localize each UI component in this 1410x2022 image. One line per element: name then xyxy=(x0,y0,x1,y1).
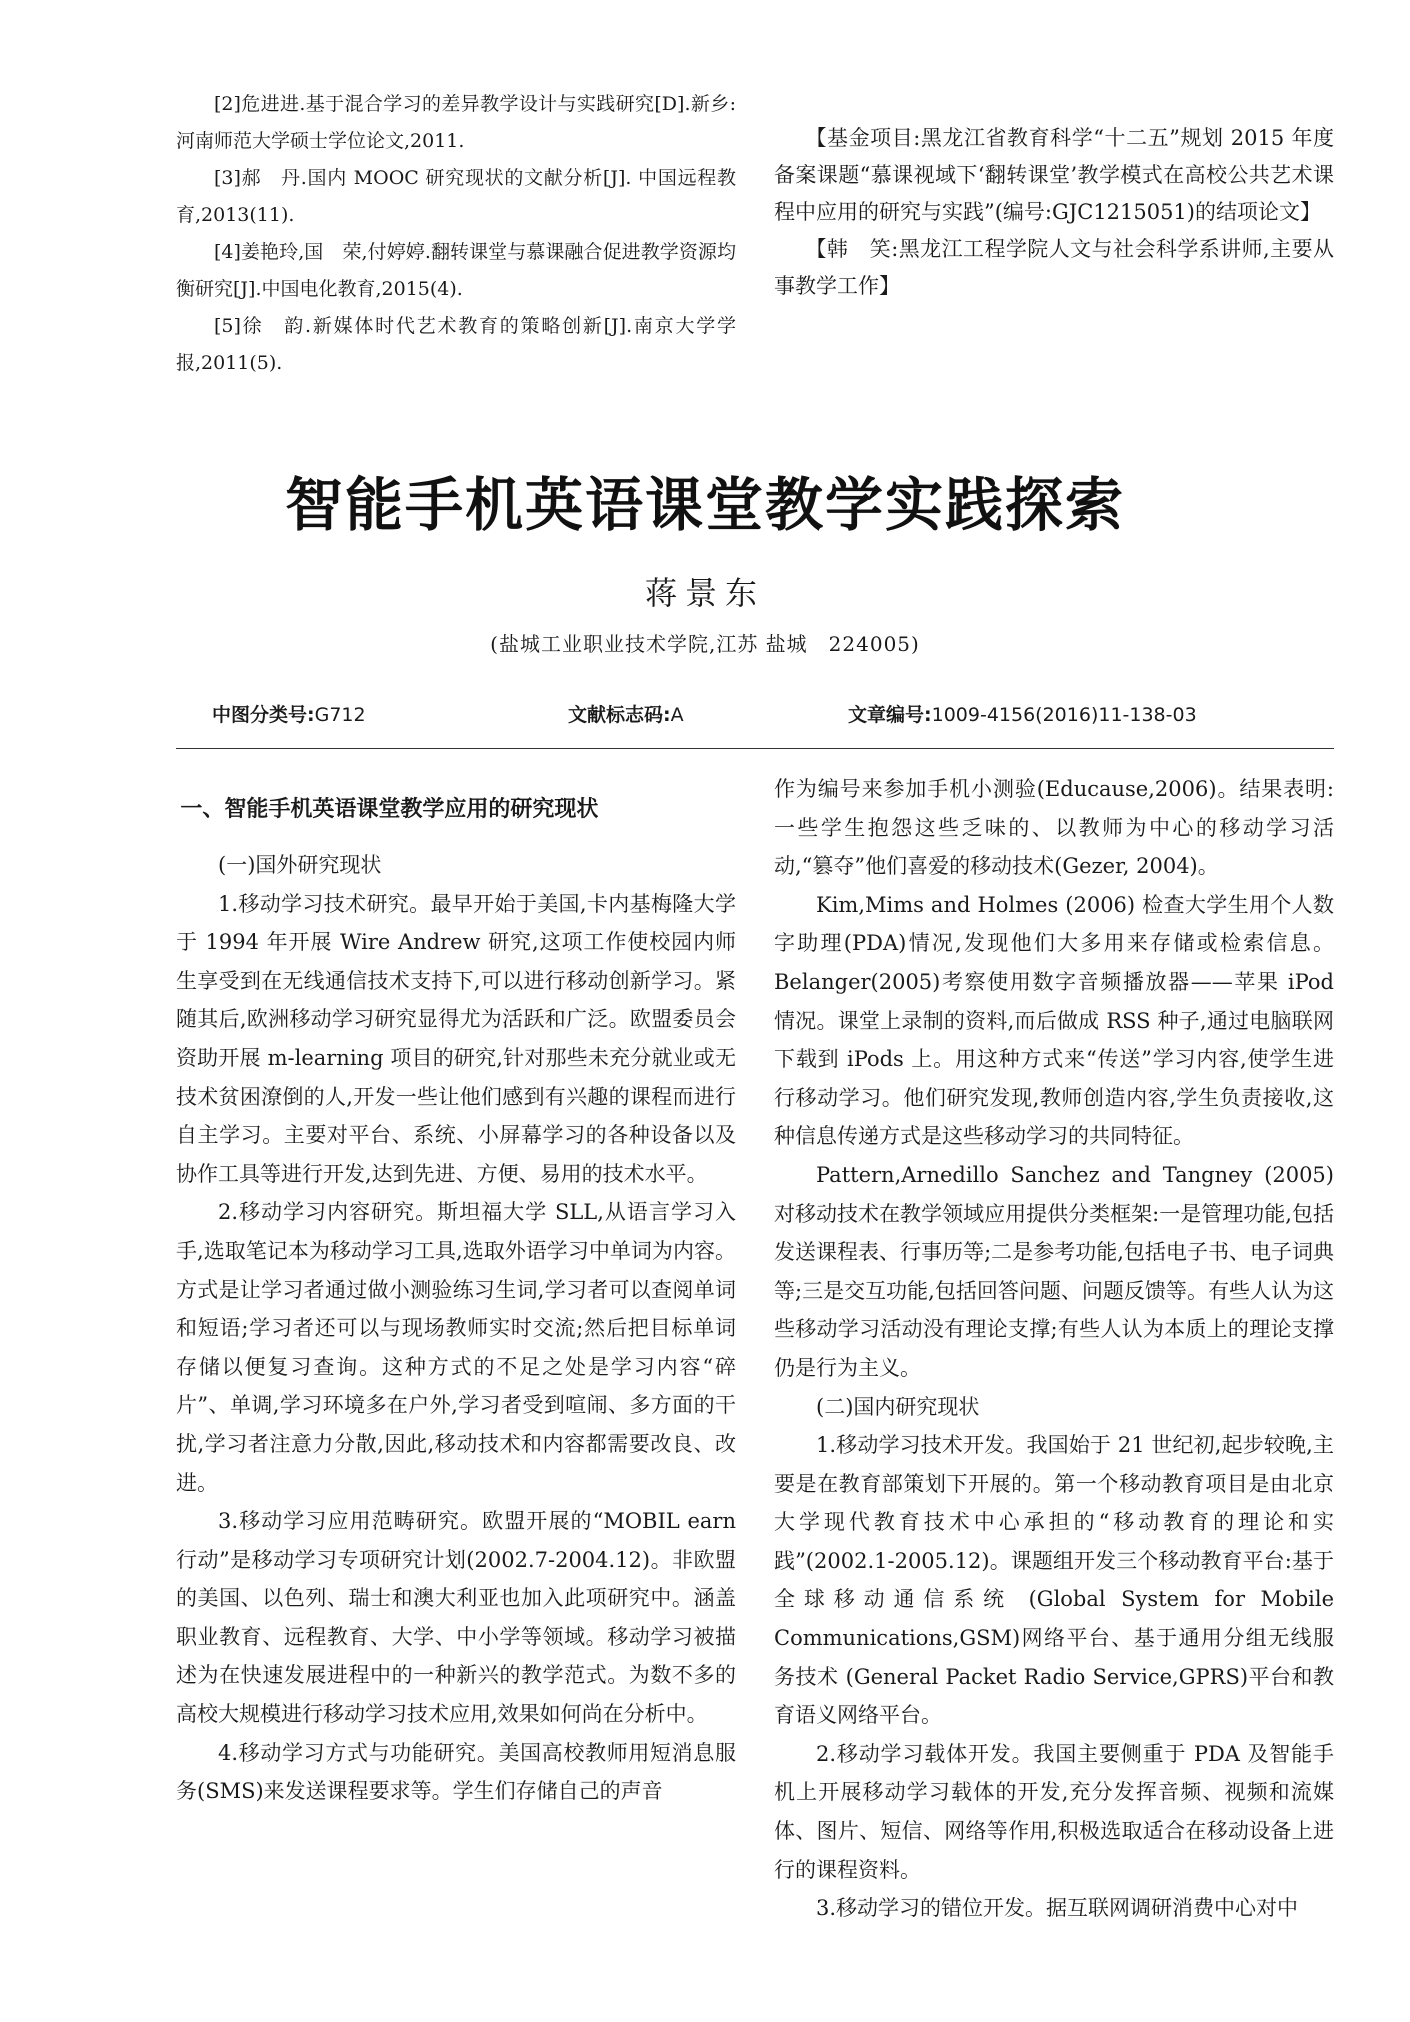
body-paragraph: 2.移动学习内容研究。斯坦福大学 SLL,从语言学习入手,选取笔记本为移动学习工具,选取外语学习中单词为内容。方式是让学习者通过做小测验练习生词,学习者可以查阅单词和短语;学习者还可以与现场教师实时交流;然后把目标单词存储以便复习查询。这种方式的不足之处是学习内容“碎片”、单调,学习环境多在户外,学习者受到喧闹、多方面的干扰,学习者注意力分散,因此,移动技术和内容都需要改良、改进。 xyxy=(176,1200,736,1495)
doc-code-label: 文献标志码: xyxy=(568,704,671,726)
reference-list xyxy=(176,86,736,382)
body-paragraph: Kim,Mims and Holmes (2006) 检查大学生用个人数字助理(PDA)情况,发现他们大多用来存储或检索信息。Belanger(2005)考察使用数字音频播放器——苹果 iPod 情况。课堂上录制的资料,而后做成 RSS 种子,通过电脑联网下载到 iPods 上。用这种方式来“传送”学习内容,使学生进行移动学习。他们研究发现,教师创造内容,学生负责接收,这种信息传递方式是这些移动学习的共同特征。 xyxy=(774,892,1334,1149)
body-paragraph: 4.移动学习方式与功能研究。美国高校教师用短消息服务(SMS)来发送课程要求等。学生们存储自己的声音 xyxy=(176,1740,736,1804)
article-title: 智能手机英语课堂教学实践探索 xyxy=(284,471,1125,539)
clc-value: G712 xyxy=(314,704,366,726)
body-column-left xyxy=(176,780,736,1811)
body-paragraph: 3.移动学习应用范畴研究。欧盟开展的“MOBIL earn 行动”是移动学习专项研究计划(2002.7-2004.12)。非欧盟的美国、以色列、瑞士和澳大利亚也加入此项研究中。涵盖职业教育、远程教育、大学、中小学等领域。移动学习被描述为在快速发展进程中的一种新兴的教学范式。为数不多的高校大规模进行移动学习技术应用,效果如何尚在分析中。 xyxy=(176,1509,736,1727)
body-paragraph: 1.移动学习技术开发。我国始于 21 世纪初,起步较晚,主要是在教育部策划下开展的。第一个移动教育项目是由北京大学现代教育技术中心承担的“移动教育的理论和实践”(2002.1-2005.12)。课题组开发三个移动教育平台:基于全球移动通信系统 (Global System for Mobile Communications,GSM)网络平台、基于通用分组无线服务技术 (General Packet Radio Service,GPRS)平台和教育语义网络平台。 xyxy=(774,1433,1334,1728)
subsection-heading: (二)国内研究现状 xyxy=(816,1394,980,1419)
reference-item: [5]徐 韵.新媒体时代艺术教育的策略创新[J].南京大学学报,2011(5). xyxy=(176,315,736,374)
doc-code-value: A xyxy=(670,704,684,726)
fund-note: 【基金项目:黑龙江省教育科学“十二五”规划 2015 年度备案课题“慕课视域下‘翻转课堂’教学模式在高校公共艺术课程中应用的研究与实践”(编号:GJC1215051)的结项论文】 xyxy=(774,126,1334,224)
reference-item: [3]郝 丹.国内 MOOC 研究现状的文献分析[J]. 中国远程教育,2013(11). xyxy=(176,167,736,226)
article-number xyxy=(848,700,1197,727)
header-divider xyxy=(176,748,1334,749)
document-code xyxy=(568,700,684,727)
reference-item: [4]姜艳玲,国 荣,付婷婷.翻转课堂与慕课融合促进教学资源均衡研究[J].中国电化教育,2015(4). xyxy=(176,241,736,300)
author-affiliation: (盐城工业职业技术学院,江苏 盐城 224005) xyxy=(490,632,920,656)
body-paragraph: 2.移动学习载体开发。我国主要侧重于 PDA 及智能手机上开展移动学习载体的开发,充分发挥音频、视频和流媒体、图片、短信、网络等作用,积极选取适合在移动设备上进行的课程资料。 xyxy=(774,1741,1334,1882)
article-no-label: 文章编号: xyxy=(848,704,932,726)
reference-item: [2]危进进.基于混合学习的差异教学设计与实践研究[D].新乡:河南师范大学硕士学位论文,2011. xyxy=(176,93,736,152)
reference-entries xyxy=(176,86,736,382)
article-no-value: 1009-4156(2016)11-138-03 xyxy=(931,704,1197,726)
body-paragraph: 作为编号来参加手机小测验(Educause,2006)。结果表明:一些学生抱怨这些乏味的、以教师为中心的移动学习活动,“篡夺”他们喜爱的移动技术(Gezer, 2004)。 xyxy=(774,777,1334,879)
article-author: 蒋景东 xyxy=(644,574,765,612)
body-column-right xyxy=(774,770,1334,1928)
clc-label: 中图分类号: xyxy=(212,704,315,726)
body-paragraph: 1.移动学习技术研究。最早开始于美国,卡内基梅隆大学于 1994 年开展 Wire Andrew 研究,这项工作使校园内师生享受到在无线通信技术支持下,可以进行移动创新学习。紧随其后,欧洲移动学习研究显得尤为活跃和广泛。欧盟委员会资助开展 m-learning 项目的研究,针对那些未充分就业或无技术贫困潦倒的人,开发一些让他们感到有兴趣的课程而进行自主学习。主要对平台、系统、小屏幕学习的各种设备以及协作工具等进行开发,达到先进、方便、易用的技术水平。 xyxy=(176,891,736,1186)
section-heading: 一、智能手机英语课堂教学应用的研究现状 xyxy=(180,797,599,822)
subsection-heading: (一)国外研究现状 xyxy=(218,853,382,877)
clc-number xyxy=(212,700,366,727)
author-bio-note: 【韩 笑:黑龙江工程学院人文与社会科学系讲师,主要从事教学工作】 xyxy=(774,237,1334,298)
previous-article-notes xyxy=(774,120,1334,305)
body-paragraph: Pattern,Arnedillo Sanchez and Tangney (2005)对移动技术在教学领域应用提供分类框架:一是管理功能,包括发送课程表、行事历等;二是参考功能,包括电子书、电子词典等;三是交互功能,包括回答问题、问题反馈等。有些人认为这些移动学习活动没有理论支撑;有些人认为本质上的理论支撑仍是行为主义。 xyxy=(774,1162,1334,1380)
body-paragraph: 3.移动学习的错位开发。据互联网调研消费中心对中 xyxy=(816,1896,1299,1921)
